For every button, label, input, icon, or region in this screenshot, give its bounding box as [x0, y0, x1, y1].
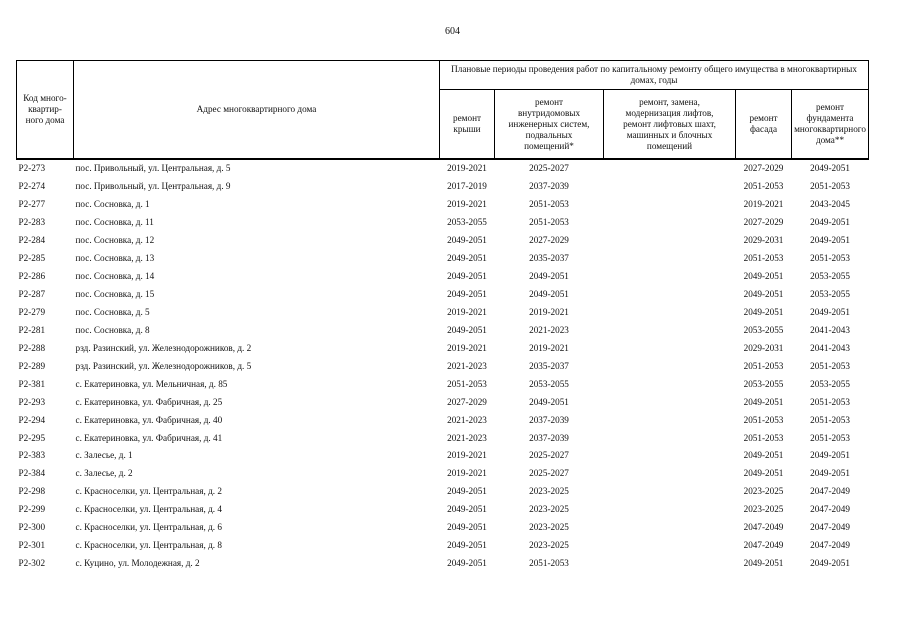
- cell-elevators: [604, 178, 736, 196]
- cell-elevators: [604, 321, 736, 339]
- cell-code: Р2-285: [18, 253, 46, 264]
- cell-address: с. Красноселки, ул. Центральная, д. 8: [75, 540, 222, 551]
- cell-roof: 2019-2021: [447, 450, 487, 461]
- cell-elevators: [604, 393, 736, 411]
- header-code: Код много- квартир- ного дома: [17, 61, 74, 160]
- table-row: [17, 375, 869, 393]
- cell-elevators: [604, 411, 736, 429]
- cell-elevators: [604, 214, 736, 232]
- cell-systems: 2037-2039: [529, 414, 569, 425]
- cell-foundation: 2051-2053: [810, 181, 850, 192]
- cell-facade: 2053-2055: [743, 378, 784, 389]
- cell-systems: 2025-2027: [529, 450, 569, 461]
- cell-systems: 2025-2027: [529, 468, 569, 479]
- cell-systems: 2037-2039: [529, 181, 569, 192]
- cell-code: Р2-300: [18, 522, 46, 533]
- cell-foundation: 2051-2053: [810, 253, 850, 264]
- cell-elevators: [604, 375, 736, 393]
- cell-facade: 2023-2025: [743, 486, 784, 497]
- cell-address: с. Екатериновка, ул. Мельничная, д. 85: [75, 378, 228, 389]
- cell-systems: 2049-2051: [529, 271, 569, 282]
- table-row: [17, 214, 869, 232]
- cell-roof: 2049-2051: [447, 540, 487, 551]
- cell-roof: 2049-2051: [447, 253, 487, 264]
- page-number: 604: [445, 26, 460, 37]
- cell-code: Р2-383: [18, 450, 46, 461]
- table-row: [17, 429, 869, 447]
- cell-facade: 2027-2029: [743, 163, 784, 174]
- cell-code: Р2-299: [18, 504, 46, 515]
- cell-facade: 2023-2025: [743, 504, 784, 515]
- cell-foundation: 2053-2055: [810, 271, 850, 282]
- cell-elevators: [604, 465, 736, 483]
- cell-facade: 2049-2051: [743, 558, 784, 569]
- cell-address: с. Залесье, д. 2: [75, 468, 133, 479]
- repair-schedule-table: [16, 60, 869, 573]
- cell-facade: 2029-2031: [743, 342, 784, 353]
- cell-elevators: [604, 232, 736, 250]
- cell-code: Р2-302: [18, 558, 46, 569]
- cell-roof: 2021-2023: [447, 432, 487, 443]
- cell-facade: 2049-2051: [743, 271, 784, 282]
- cell-elevators: [604, 483, 736, 501]
- cell-address: рзд. Разинский, ул. Железнодорожников, д. 5: [75, 360, 252, 371]
- cell-address: пос. Сосновка, д. 15: [75, 289, 155, 300]
- header-roof: ремонт крыши: [440, 90, 495, 160]
- cell-roof: 2049-2051: [447, 504, 487, 515]
- cell-facade: 2053-2055: [743, 324, 784, 335]
- cell-foundation: 2041-2043: [810, 342, 850, 353]
- table-row: [17, 232, 869, 250]
- header-foundation: ремонт фундамента многоквартирного дома**: [792, 90, 869, 160]
- cell-foundation: 2051-2053: [810, 414, 850, 425]
- cell-foundation: 2049-2051: [810, 450, 850, 461]
- table-row: [17, 519, 869, 537]
- cell-systems: 2023-2025: [529, 540, 569, 551]
- cell-roof: 2019-2021: [447, 468, 487, 479]
- header-elevators: ремонт, замена, модернизация лифтов, ремонт лифтовых шахт, машинных и блочных помещений: [604, 90, 736, 160]
- cell-facade: 2049-2051: [743, 289, 784, 300]
- cell-code: Р2-281: [18, 324, 46, 335]
- table-row: [17, 483, 869, 501]
- cell-address: пос. Сосновка, д. 12: [75, 235, 155, 246]
- cell-facade: 2051-2053: [743, 414, 784, 425]
- cell-address: пос. Сосновка, д. 8: [75, 324, 150, 335]
- cell-foundation: 2047-2049: [810, 504, 850, 515]
- cell-facade: 2047-2049: [743, 540, 784, 551]
- cell-address: с. Красноселки, ул. Центральная, д. 4: [75, 504, 222, 515]
- table-row: [17, 537, 869, 555]
- table-row: [17, 393, 869, 411]
- cell-systems: 2023-2025: [529, 504, 569, 515]
- cell-roof: 2051-2053: [447, 378, 487, 389]
- cell-address: с. Екатериновка, ул. Фабричная, д. 41: [75, 432, 223, 443]
- cell-roof: 2049-2051: [447, 271, 487, 282]
- table-row: [17, 196, 869, 214]
- cell-foundation: 2049-2051: [810, 558, 850, 569]
- cell-code: Р2-289: [18, 360, 46, 371]
- cell-address: с. Красноселки, ул. Центральная, д. 2: [75, 486, 222, 497]
- cell-foundation: 2047-2049: [810, 540, 850, 551]
- cell-elevators: [604, 501, 736, 519]
- cell-systems: 2021-2023: [529, 324, 569, 335]
- cell-systems: 2035-2037: [529, 360, 569, 371]
- table-row: [17, 447, 869, 465]
- cell-elevators: [604, 555, 736, 573]
- cell-roof: 2017-2019: [447, 181, 487, 192]
- cell-systems: 2051-2053: [529, 217, 569, 228]
- cell-roof: 2049-2051: [447, 235, 487, 246]
- cell-elevators: [604, 519, 736, 537]
- cell-facade: 2049-2051: [743, 468, 784, 479]
- cell-address: пос. Сосновка, д. 5: [75, 306, 150, 317]
- cell-facade: 2051-2053: [743, 253, 784, 264]
- cell-elevators: [604, 159, 736, 178]
- cell-foundation: 2051-2053: [810, 396, 850, 407]
- cell-roof: 2053-2055: [447, 217, 487, 228]
- table-row: [17, 178, 869, 196]
- cell-foundation: 2049-2051: [810, 306, 850, 317]
- cell-code: Р2-274: [18, 181, 46, 192]
- cell-systems: 2023-2025: [529, 486, 569, 497]
- cell-roof: 2019-2021: [447, 306, 487, 317]
- cell-address: с. Куцино, ул. Молодежная, д. 2: [75, 558, 200, 569]
- cell-foundation: 2049-2051: [810, 163, 850, 174]
- table-row: [17, 339, 869, 357]
- cell-address: с. Екатериновка, ул. Фабричная, д. 40: [75, 414, 223, 425]
- cell-systems: 2019-2021: [529, 342, 569, 353]
- cell-code: Р2-283: [18, 217, 46, 228]
- cell-facade: 2049-2051: [743, 396, 784, 407]
- cell-address: пос. Сосновка, д. 1: [75, 199, 150, 210]
- cell-elevators: [604, 286, 736, 304]
- cell-systems: 2051-2053: [529, 558, 569, 569]
- cell-address: пос. Привольный, ул. Центральная, д. 5: [75, 163, 231, 174]
- cell-foundation: 2053-2055: [810, 378, 850, 389]
- cell-systems: 2035-2037: [529, 253, 569, 264]
- cell-code: Р2-301: [18, 540, 46, 551]
- cell-foundation: 2047-2049: [810, 486, 850, 497]
- cell-facade: 2051-2053: [743, 432, 784, 443]
- cell-systems: 2019-2021: [529, 306, 569, 317]
- cell-code: Р2-277: [18, 199, 46, 210]
- cell-roof: 2049-2051: [447, 558, 487, 569]
- cell-address: с. Екатериновка, ул. Фабричная, д. 25: [75, 396, 223, 407]
- cell-address: пос. Сосновка, д. 11: [75, 217, 154, 228]
- cell-facade: 2029-2031: [743, 235, 784, 246]
- cell-roof: 2049-2051: [447, 486, 487, 497]
- cell-code: Р2-381: [18, 378, 46, 389]
- cell-foundation: 2049-2051: [810, 235, 850, 246]
- cell-address: пос. Сосновка, д. 14: [75, 271, 155, 282]
- cell-foundation: 2053-2055: [810, 289, 850, 300]
- cell-systems: 2049-2051: [529, 289, 569, 300]
- cell-systems: 2027-2029: [529, 235, 569, 246]
- cell-code: Р2-294: [18, 414, 46, 425]
- cell-address: с. Залесье, д. 1: [75, 450, 133, 461]
- cell-code: Р2-279: [18, 306, 46, 317]
- cell-foundation: 2051-2053: [810, 360, 850, 371]
- cell-facade: 2019-2021: [743, 199, 784, 210]
- table-row: [17, 268, 869, 286]
- table-row: [17, 321, 869, 339]
- cell-elevators: [604, 357, 736, 375]
- cell-systems: 2051-2053: [529, 199, 569, 210]
- cell-roof: 2027-2029: [447, 396, 487, 407]
- cell-roof: 2021-2023: [447, 414, 487, 425]
- cell-facade: 2049-2051: [743, 306, 784, 317]
- cell-elevators: [604, 339, 736, 357]
- cell-roof: 2021-2023: [447, 360, 487, 371]
- cell-code: Р2-298: [18, 486, 46, 497]
- cell-code: Р2-295: [18, 432, 46, 443]
- header-periods-title: Плановые периоды проведения работ по капитальному ремонту общего имущества в многоквартирных домах, годы: [440, 61, 869, 90]
- cell-facade: 2047-2049: [743, 522, 784, 533]
- table-row: [17, 501, 869, 519]
- cell-systems: 2053-2055: [529, 378, 569, 389]
- cell-foundation: 2047-2049: [810, 522, 850, 533]
- cell-foundation: 2041-2043: [810, 324, 850, 335]
- table-body: [17, 159, 869, 573]
- cell-facade: 2051-2053: [743, 360, 784, 371]
- cell-roof: 2019-2021: [447, 199, 487, 210]
- table-row: [17, 159, 869, 178]
- cell-foundation: 2049-2051: [810, 468, 850, 479]
- table-row: [17, 286, 869, 304]
- header-systems: ремонт внутридомовых инженерных систем, подвальных помещений*: [495, 90, 604, 160]
- cell-foundation: 2043-2045: [810, 199, 850, 210]
- cell-elevators: [604, 429, 736, 447]
- table-header: [17, 61, 869, 160]
- cell-code: Р2-287: [18, 289, 46, 300]
- cell-code: Р2-293: [18, 396, 46, 407]
- cell-roof: 2049-2051: [447, 522, 487, 533]
- cell-roof: 2049-2051: [447, 324, 487, 335]
- table-row: [17, 555, 869, 573]
- cell-facade: 2049-2051: [743, 450, 784, 461]
- cell-systems: 2025-2027: [529, 163, 569, 174]
- cell-elevators: [604, 196, 736, 214]
- cell-facade: 2051-2053: [743, 181, 784, 192]
- cell-address: пос. Привольный, ул. Центральная, д. 9: [75, 181, 231, 192]
- cell-foundation: 2049-2051: [810, 217, 850, 228]
- table-row: [17, 411, 869, 429]
- table-row: [17, 357, 869, 375]
- table-row: [17, 304, 869, 322]
- table-row: [17, 250, 869, 268]
- cell-systems: 2049-2051: [529, 396, 569, 407]
- cell-code: Р2-286: [18, 271, 46, 282]
- cell-elevators: [604, 537, 736, 555]
- cell-code: Р2-384: [18, 468, 46, 479]
- header-facade: ремонт фасада: [736, 90, 792, 160]
- cell-systems: 2037-2039: [529, 432, 569, 443]
- cell-roof: 2019-2021: [447, 163, 487, 174]
- cell-elevators: [604, 268, 736, 286]
- cell-address: рзд. Разинский, ул. Железнодорожников, д. 2: [75, 342, 252, 353]
- cell-code: Р2-273: [18, 163, 46, 174]
- cell-code: Р2-284: [18, 235, 46, 246]
- header-address: Адрес многоквартирного дома: [74, 61, 440, 160]
- cell-facade: 2027-2029: [743, 217, 784, 228]
- cell-roof: 2049-2051: [447, 289, 487, 300]
- table-row: [17, 465, 869, 483]
- cell-elevators: [604, 447, 736, 465]
- cell-code: Р2-288: [18, 342, 46, 353]
- cell-foundation: 2051-2053: [810, 432, 850, 443]
- cell-systems: 2023-2025: [529, 522, 569, 533]
- cell-elevators: [604, 304, 736, 322]
- cell-address: с. Красноселки, ул. Центральная, д. 6: [75, 522, 222, 533]
- cell-elevators: [604, 250, 736, 268]
- cell-roof: 2019-2021: [447, 342, 487, 353]
- cell-address: пос. Сосновка, д. 13: [75, 253, 155, 264]
